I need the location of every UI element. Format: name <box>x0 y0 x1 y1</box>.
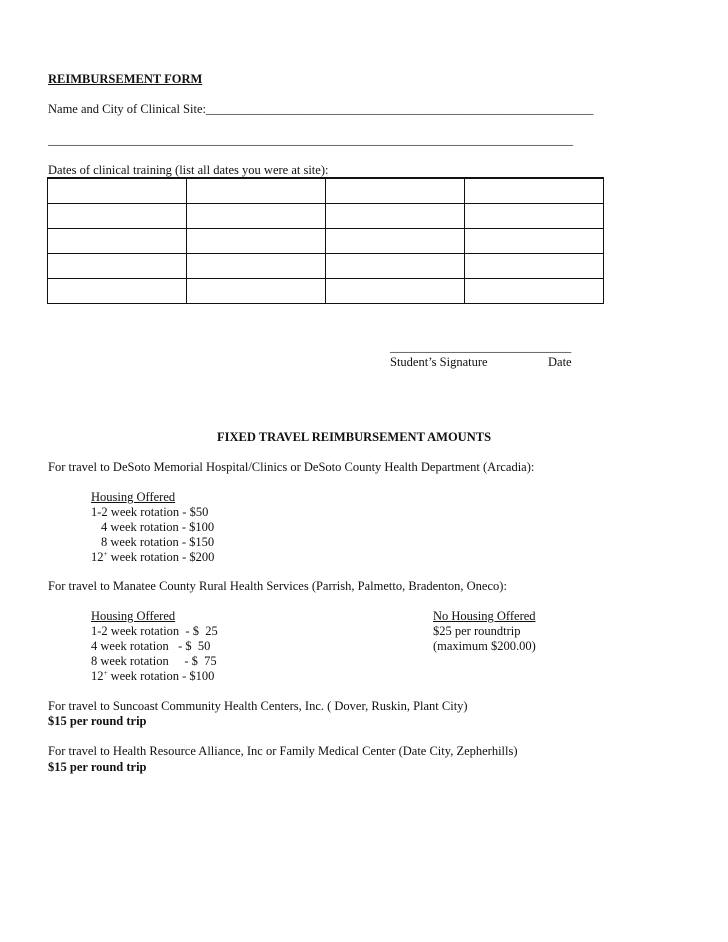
manatee-rate-2: 4 week rotation - $ 50 <box>91 639 211 653</box>
date-cell[interactable] <box>48 178 187 204</box>
manatee-no-housing-max: (maximum $200.00) <box>433 639 536 653</box>
desoto-heading: For travel to DeSoto Memorial Hospital/Clinics or DeSoto County Health Department (Arcadia): <box>48 460 535 474</box>
signature-label: Student’s Signature <box>390 355 488 369</box>
date-cell[interactable] <box>465 254 604 279</box>
dates-table-row <box>48 229 604 254</box>
dates-table <box>47 177 604 304</box>
desoto-rate-2: 4 week rotation - $100 <box>101 520 215 534</box>
suncoast-heading: For travel to Suncoast Community Health Centers, Inc. ( Dover, Ruskin, Plant City) <box>48 699 468 713</box>
date-cell[interactable] <box>465 178 604 204</box>
date-cell[interactable] <box>187 178 326 204</box>
site-name-line-2[interactable]: ____________________________________________________________________________________ <box>48 133 573 147</box>
suncoast-rate: $15 per round trip <box>48 714 147 728</box>
site-name-label: Name and City of Clinical Site: <box>48 102 206 116</box>
amounts-title: FIXED TRAVEL REIMBURSEMENT AMOUNTS <box>217 430 492 444</box>
form-title: REIMBURSEMENT FORM <box>48 72 203 86</box>
manatee-rate-1: 1-2 week rotation - $ 25 <box>91 624 218 638</box>
date-cell[interactable] <box>326 254 465 279</box>
date-cell[interactable] <box>465 204 604 229</box>
date-cell[interactable] <box>465 279 604 304</box>
date-cell[interactable] <box>48 229 187 254</box>
manatee-rate-3: 8 week rotation - $ 75 <box>91 654 217 668</box>
desoto-rate-1: 1-2 week rotation - $50 <box>91 505 209 519</box>
manatee-no-housing-rate: $25 per roundtrip <box>433 624 521 638</box>
date-cell[interactable] <box>48 204 187 229</box>
site-name-field[interactable] <box>48 102 593 117</box>
dates-table-row <box>48 254 604 279</box>
manatee-no-housing-title: No Housing Offered <box>433 609 536 623</box>
date-cell[interactable] <box>187 204 326 229</box>
resource-rate: $15 per round trip <box>48 760 147 774</box>
date-cell[interactable] <box>48 279 187 304</box>
signature-line[interactable]: _____________________________ <box>390 340 572 354</box>
desoto-housing-title: Housing Offered <box>91 490 176 504</box>
date-cell[interactable] <box>326 279 465 304</box>
resource-heading: For travel to Health Resource Alliance, Inc or Family Medical Center (Date City, Zepherhills) <box>48 744 518 758</box>
date-cell[interactable] <box>326 204 465 229</box>
dates-table-row <box>48 204 604 229</box>
date-cell[interactable] <box>326 229 465 254</box>
date-cell[interactable] <box>326 178 465 204</box>
date-label: Date <box>548 355 572 369</box>
date-cell[interactable] <box>48 254 187 279</box>
date-cell[interactable] <box>187 229 326 254</box>
manatee-housing-title: Housing Offered <box>91 609 176 623</box>
date-cell[interactable] <box>187 254 326 279</box>
dates-label: Dates of clinical training (list all dates you were at site): <box>48 163 329 177</box>
site-name-line: ______________________________________________________________ <box>205 102 594 116</box>
date-cell[interactable] <box>465 229 604 254</box>
date-cell[interactable] <box>187 279 326 304</box>
dates-table-row <box>48 178 604 204</box>
desoto-rate-3: 8 week rotation - $150 <box>101 535 215 549</box>
desoto-rate-4: 12+ week rotation - $200 <box>91 549 215 564</box>
dates-table-row <box>48 279 604 304</box>
manatee-heading: For travel to Manatee County Rural Health Services (Parrish, Palmetto, Bradenton, Oneco): <box>48 579 507 593</box>
manatee-rate-4: 12+ week rotation - $100 <box>91 668 215 683</box>
